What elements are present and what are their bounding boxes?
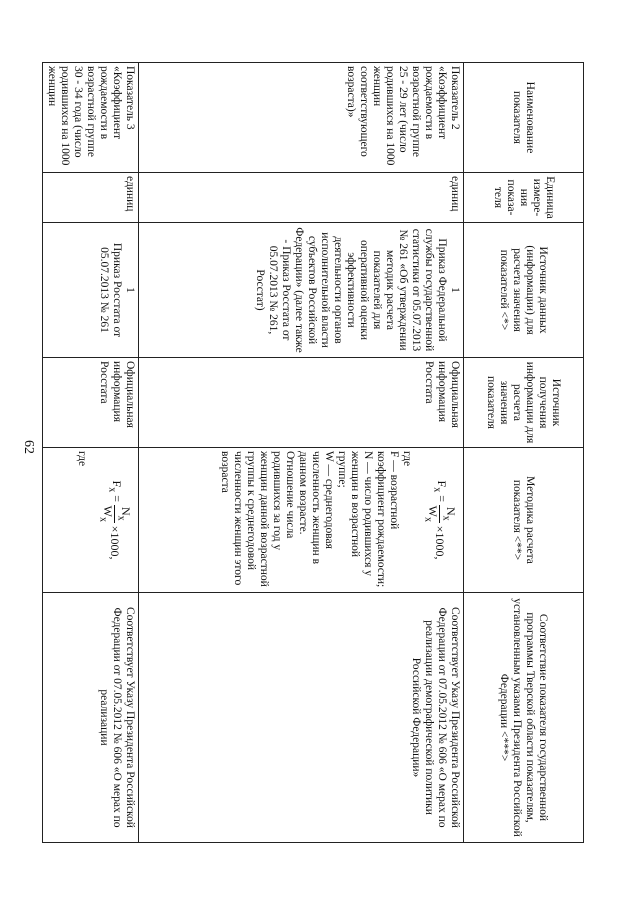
row-method-cell [43,448,139,593]
method-line: W — среднегодовая численность женщин в данном возрасте. [297,451,336,565]
formula-where: где [76,451,89,467]
row-compliance: Соответствует Указу Президента Российской Федерации от 07.05.2012 № 606 «О мерах по реализации [43,593,139,843]
row-source: Приказ Росстата от 05.07.2013 № 261 [98,242,123,338]
row-compliance: Соответствует Указу Президента Российской Федерации от 07.05.2012 № 606 «О мерах по реализации демографической политики Российской Федерации» [139,593,464,843]
row-info: Официальная информация Росстата [139,358,464,448]
header-source: Источник данных (информации) для расчета значения показателей <*> [464,223,584,358]
method-line: F — возрастной коэффициент рождаемости; [375,451,401,588]
formula: $F_x$ = $N_x$ $W_x$ ×1000, [422,480,458,560]
row-unit: единиц [139,173,464,223]
page-number: 62 [21,440,36,454]
rotated-table-container [46,62,584,842]
header-name: Наименование показателя [464,63,584,173]
header-method: Методика расчета показателя <**> [464,448,584,593]
formula: $F_x$ = $N_x$ $W_x$ ×1000, [97,480,133,560]
header-unit: Единица измере-ния показа-теля [464,173,584,223]
table-row [139,63,464,843]
row-name: Показатель 2 «Коэффициент рождаемости в возрастной группе 25 - 29 лет (число родившихся на 1000 женщин соответствующего возраста)» [139,63,464,173]
row-source: Приказ Федеральной службы государственной статистики от 05.07.2013 № 261 «Об утверждении методик расчета показателей для оперативной оценки эффективности деятельности органов исполнительной власти субъектов Российской Федерации» (далее также - Приказ Росстата от 05.07.2013 № 261, Росстат) [254,227,448,353]
table-row [43,63,139,843]
row-source-cell [43,223,139,358]
row-info: Официальная информация Росстата [43,358,139,448]
table-header-row [464,63,584,843]
method-line: Отношение числа родившихся за год у женщин данной возрастной группы к среднегодовой численности женщин этого возраста [219,451,297,587]
method-line: N — число родившихся у женщин в возрастной группе; [336,451,375,577]
row-name: Показатель 3 «Коэффициент рождаемости в возрастной группе 30 - 34 года (число родившихся на 1000 женщин [43,63,139,173]
row-unit: единиц [43,173,139,223]
row-method-cell [139,448,464,593]
row-source-number: 1 [449,287,461,293]
header-compliance: Соответствие показателя государственной программы Тверской области показателям, установленным указами Президента Российской Федерации <***> [464,593,584,843]
formula-where: где [401,451,414,467]
row-source-cell [139,223,464,358]
indicator-table [42,62,584,843]
row-source-number: 1 [124,287,136,293]
header-info: Источник получения информации для расчета значения показателя [464,358,584,448]
